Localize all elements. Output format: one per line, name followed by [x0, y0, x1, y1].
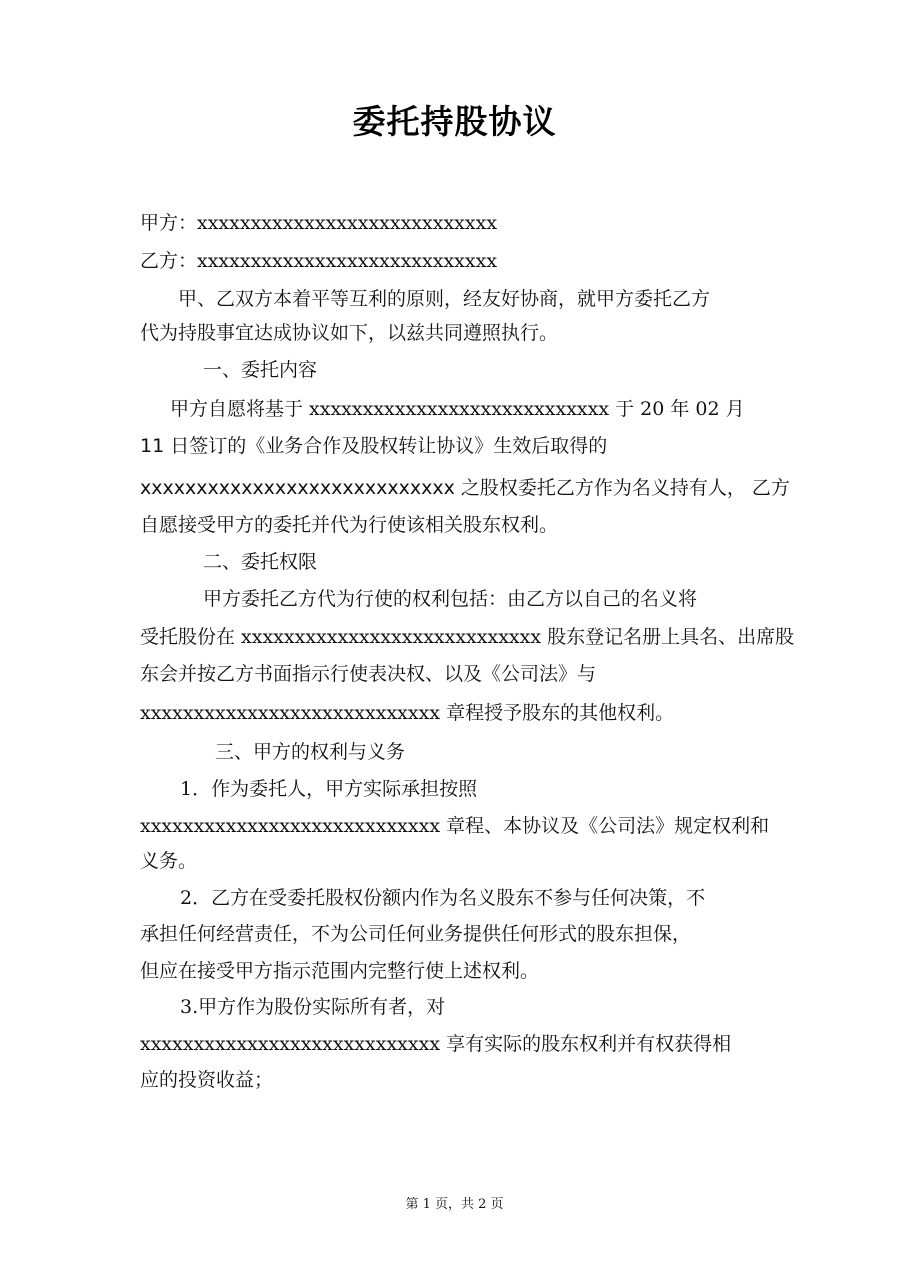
- paragraph-line: xxxxxxxxxxxxxxxxxxxxxxxxxxxx 章程、本协议及《公司法》规定权利和: [140, 815, 770, 837]
- paragraph-line: 甲方委托乙方代为行使的权利包括：由乙方以自己的名义将: [203, 588, 698, 610]
- paragraph-line: 但应在接受甲方指示范围内完整行使上述权利。: [140, 960, 540, 982]
- paragraph-line: xxxxxxxxxxxxxxxxxxxxxxxxxxxx 享有实际的股东权利并有权获得相: [140, 1033, 732, 1055]
- paragraph-line: 应的投资收益；: [140, 1069, 274, 1091]
- paragraph-line: 11 日签订的《业务合作及股权转让协议》生效后取得的: [140, 435, 608, 457]
- section-heading: 二、委托权限: [203, 551, 318, 573]
- paragraph-line: 义务。: [140, 850, 198, 872]
- paragraph-line: 3.甲方作为股份实际所有者，对: [180, 996, 446, 1018]
- paragraph-line: xxxxxxxxxxxxxxxxxxxxxxxxxxxx 章程授予股东的其他权利。: [140, 702, 675, 724]
- paragraph-line: 东会并按乙方书面指示行使表决权、以及《公司法》与: [140, 663, 597, 685]
- paragraph-line: 甲、乙双方本着平等互利的原则，经友好协商，就甲方委托乙方: [178, 288, 711, 310]
- section-heading: 三、甲方的权利与义务: [215, 741, 406, 763]
- paragraph-line: 2．乙方在受委托股权份额内作为名义股东不参与任何决策，不: [180, 887, 706, 909]
- paragraph-line: 甲方自愿将基于 xxxxxxxxxxxxxxxxxxxxxxxxxxxx 于 20 年 02 月: [170, 398, 745, 420]
- section-heading: 一、委托内容: [203, 359, 318, 381]
- paragraph-line: 自愿接受甲方的委托并代为行使该相关股东权利。: [140, 514, 559, 536]
- paragraph-line: 受托股份在 xxxxxxxxxxxxxxxxxxxxxxxxxxxx 股东登记名册上具名、出席股: [140, 626, 795, 648]
- page-footer: 第 1 页，共 2 页: [405, 1197, 504, 1212]
- document-title: 委托持股协议: [352, 102, 557, 141]
- paragraph-line: xxxxxxxxxxxxxxxxxxxxxxxxxxxx 之股权委托乙方作为名义持有人， 乙方: [140, 477, 790, 499]
- party-a-line: 甲方：xxxxxxxxxxxxxxxxxxxxxxxxxxxx: [140, 212, 498, 234]
- party-b-line: 乙方：xxxxxxxxxxxxxxxxxxxxxxxxxxxx: [140, 250, 498, 272]
- paragraph-line: 代为持股事宜达成协议如下，以兹共同遵照执行。: [140, 322, 559, 344]
- paragraph-line: 1．作为委托人，甲方实际承担按照: [180, 778, 478, 800]
- paragraph-line: 承担任何经营责任，不为公司任何业务提供任何形式的股东担保，: [140, 923, 692, 945]
